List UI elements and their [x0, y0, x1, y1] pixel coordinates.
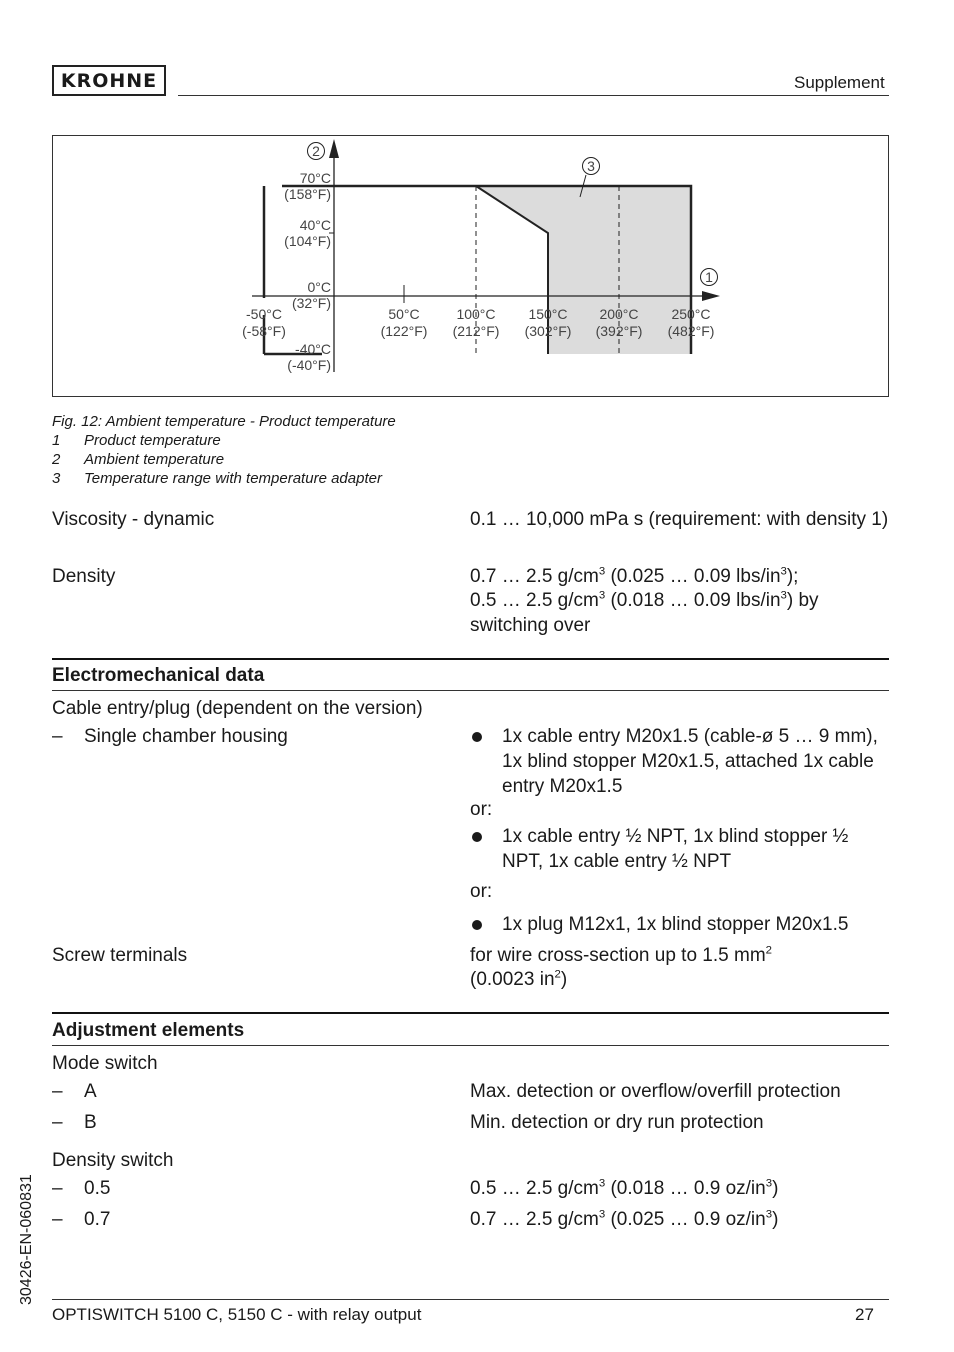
section-rule-bottom	[52, 1045, 889, 1046]
dash: –	[52, 1178, 63, 1199]
marker-3: 3	[587, 158, 595, 174]
density-07-label: 0.7	[84, 1209, 111, 1230]
y-tick-minus40f: (-40°F)	[287, 357, 331, 373]
viscosity-value: 0.1 … 10,000 mPa s (requirement: with density 1)	[470, 509, 889, 530]
y-axis-arrow	[329, 139, 339, 158]
bullet-dot	[472, 832, 482, 842]
y-tick-minus40c: -40°C	[295, 341, 331, 357]
page-number: 27	[855, 1305, 874, 1324]
dash: –	[52, 1081, 63, 1102]
x-tick-250c: 250°C	[671, 306, 711, 322]
viscosity-label: Viscosity - dynamic	[52, 509, 215, 530]
bullet-dot	[472, 732, 482, 742]
single-chamber-label: Single chamber housing	[84, 726, 288, 747]
or-text-2: or:	[470, 881, 493, 902]
adjustment-title: Adjustment elements	[52, 1020, 245, 1041]
header-rule	[178, 95, 889, 96]
density-value-line-3: switching over	[470, 615, 591, 636]
dash: –	[52, 1209, 63, 1230]
or-text-1: or:	[470, 799, 493, 820]
cable-entry-label: Cable entry/plug (dependent on the version)	[52, 698, 423, 719]
y-tick-32f: (32°F)	[291, 295, 331, 311]
legend-num-2: 2	[52, 451, 61, 468]
y-tick-158f: (158°F)	[284, 186, 331, 202]
section-name: Supplement	[794, 73, 885, 92]
document-code: 30426-EN-060831	[18, 1174, 35, 1305]
x-tick-150c: 150°C	[528, 306, 568, 322]
legend-text-1: Product temperature	[84, 432, 221, 449]
dash: –	[52, 726, 63, 747]
y-tick-0c: 0°C	[307, 279, 331, 295]
mode-b-label: B	[84, 1112, 97, 1133]
mode-b-value: Min. detection or dry run protection	[470, 1112, 764, 1133]
screw-terminals-label: Screw terminals	[52, 945, 188, 966]
section-rule-bottom	[52, 690, 889, 691]
mode-a-value: Max. detection or overflow/overfill protection	[470, 1081, 841, 1102]
y-tick-104f: (104°F)	[284, 233, 331, 249]
mode-a-label: A	[84, 1081, 97, 1102]
density-switch-label: Density switch	[52, 1150, 174, 1171]
x-tick-50c: 50°C	[388, 306, 420, 322]
cable-option-3: 1x plug M12x1, 1x blind stopper M20x1.5	[502, 914, 849, 935]
figure-caption: Fig. 12: Ambient temperature - Product temperature	[52, 413, 396, 430]
footer-rule	[52, 1299, 889, 1300]
krohne-logo: KROHNE	[52, 65, 166, 96]
x-axis-arrow	[702, 291, 720, 301]
x-tick-100c: 100°C	[456, 306, 496, 322]
adapter-range-area	[476, 186, 691, 354]
dash: –	[52, 1112, 63, 1133]
cable-option-2: 1x cable entry ½ NPT, 1x blind stopper ½ NPT, 1x cable entry ½ NPT	[502, 826, 849, 872]
y-tick-70c: 70°C	[299, 170, 331, 186]
y-tick-40c: 40°C	[299, 217, 331, 233]
screw-terminals-line-1: for wire cross-section up to 1.5 $mm^2$	[470, 944, 772, 966]
bullet-dot	[472, 920, 482, 930]
legend-num-1: 1	[52, 432, 61, 449]
marker-2: 2	[312, 143, 320, 159]
density-05-value: 0.5 … 2.5 $g/cm^3$ (0.018 … 0.9 $oz/in^3$)	[470, 1177, 779, 1199]
x-tick-minus58f: (-58°F)	[242, 323, 286, 339]
legend-num-3: 3	[52, 470, 61, 487]
x-tick-200c: 200°C	[599, 306, 639, 322]
screw-terminals-line-2: (0.0023 $in^2$)	[470, 968, 568, 990]
section-rule-top	[52, 1012, 889, 1014]
x-tick-122f: (122°F)	[380, 323, 428, 339]
temperature-diagram	[52, 135, 889, 397]
density-value-line-1: 0.7 … 2.5 $g/cm^3$ (0.025 … 0.09 lbs/$in^3$);	[470, 565, 799, 587]
footer-product: OPTISWITCH 5100 C, 5150 C - with relay output	[52, 1305, 422, 1324]
mode-switch-label: Mode switch	[52, 1053, 158, 1074]
section-rule-top	[52, 658, 889, 660]
x-tick-392f: (392°F)	[595, 323, 643, 339]
x-tick-212f: (212°F)	[452, 323, 500, 339]
x-tick-482f: (482°F)	[667, 323, 715, 339]
density-value-line-2: 0.5 … 2.5 $g/cm^3$ (0.018 … 0.09 lbs/$in^3$) by	[470, 589, 819, 611]
legend-text-2: Ambient temperature	[84, 451, 225, 468]
x-tick-302f: (302°F)	[524, 323, 572, 339]
electromechanical-title: Electromechanical data	[52, 665, 265, 686]
density-label: Density	[52, 566, 116, 587]
density-05-label: 0.5	[84, 1178, 111, 1199]
x-tick-minus50c: -50°C	[246, 306, 282, 322]
marker-1: 1	[705, 269, 713, 285]
density-07-value: 0.7 … 2.5 $g/cm^3$ (0.025 … 0.9 $oz/in^3$)	[470, 1208, 779, 1230]
legend-text-3: Temperature range with temperature adapter	[84, 470, 382, 487]
cable-option-1: 1x cable entry M20x1.5 (cable-ø 5 … 9 mm), 1x blind stopper M20x1.5, attached 1x cable entry M20x1.5	[502, 726, 878, 797]
